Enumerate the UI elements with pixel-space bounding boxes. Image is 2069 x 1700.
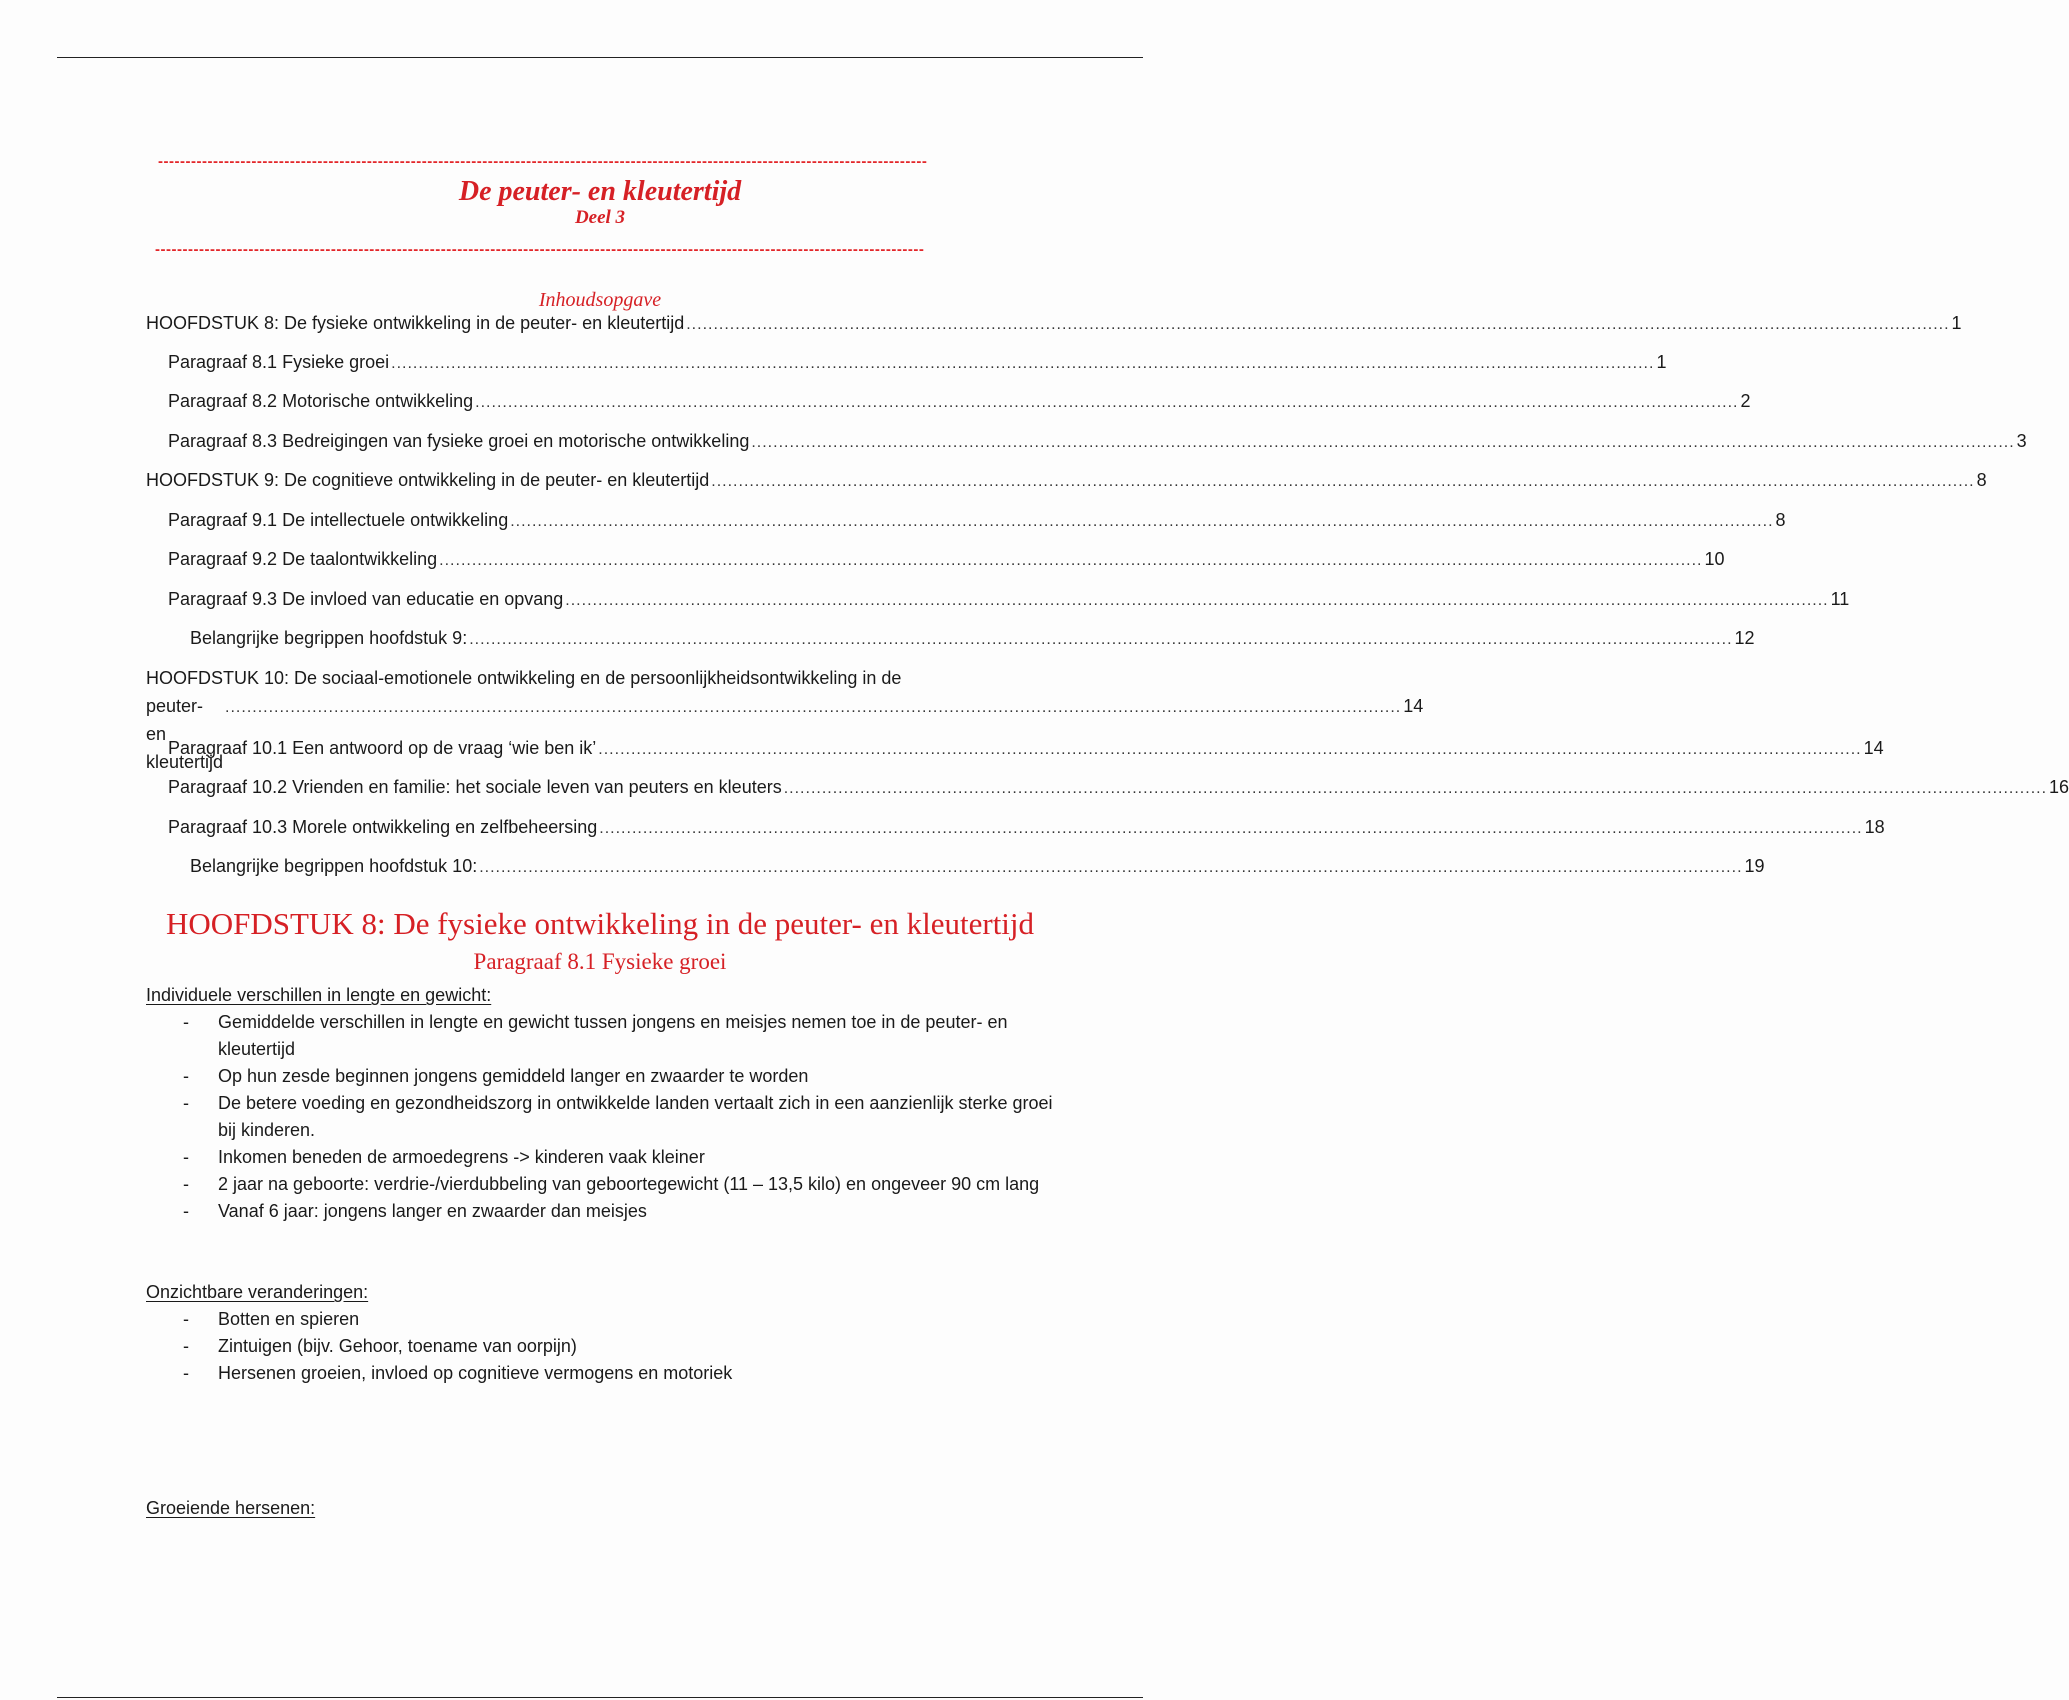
section-title: Groeiende hersenen: [146, 1498, 316, 1518]
list-item: - Inkomen beneden de armoedegrens -> kinderen vaak kleiner [146, 1144, 1056, 1171]
toc-entry[interactable] [146, 388, 1751, 414]
toc-heading: Inhoudsopgave [538, 289, 662, 311]
toc-entry[interactable] [146, 625, 1755, 651]
list-item: - Gemiddelde verschillen in lengte en gewicht tussen jongens en meisjes nemen toe in de peuter- en kleutertijd [146, 1009, 1056, 1063]
toc-entry-page: 8 [1976, 470, 1987, 490]
toc-entry-text: Paragraaf 10.2 Vrienden en familie: het sociale leven van peuters en kleuters [168, 777, 782, 797]
toc-entry[interactable]: HOOFDSTUK 10: De sociaal-emotionele ontwikkeling en de persoonlijkheidsontwikkeling in de peuter- en kleutertijd ........................................................................................................................................................................................................................ 14 [146, 664, 1054, 720]
toc-entry-text: Paragraaf 10.1 Een antwoord op de vraag ‘wie ben ik’ [168, 738, 597, 758]
toc-entry-page: 2 [1740, 391, 1751, 411]
toc-entry-page: 19 [1744, 856, 1765, 876]
list-item: - Vanaf 6 jaar: jongens langer en zwaarder dan meisjes [146, 1198, 1056, 1225]
page-bottom-rule [57, 1697, 1143, 1698]
toc-entry-page: 3 [2016, 431, 2027, 451]
toc-entry-page: 8 [1775, 510, 1786, 530]
bullet-list [146, 1009, 1056, 1225]
list-item: - Hersenen groeien, invloed op cognitieve vermogens en motoriek [146, 1360, 1056, 1387]
toc-entry-page: 1 [1951, 313, 1962, 333]
toc-entry-text: Paragraaf 9.2 De taalontwikkeling [168, 549, 438, 569]
list-item: - Zintuigen (bijv. Gehoor, toename van oorpijn) [146, 1333, 1056, 1360]
toc-entry-text: Paragraaf 8.1 Fysieke groei [168, 352, 390, 372]
toc-entry-page: 12 [1734, 628, 1755, 648]
paragraph-heading: Paragraaf 8.1 Fysieke groei [473, 949, 727, 974]
toc-entry[interactable] [146, 546, 1725, 572]
toc-entry-text: HOOFDSTUK 8: De fysieke ontwikkeling in de peuter- en kleutertijd [146, 313, 685, 333]
toc-entry[interactable] [146, 586, 1850, 612]
toc-entry-text-continued: peuter- en kleutertijd [146, 696, 224, 772]
section-title: Onzichtbare veranderingen: [146, 1282, 369, 1302]
chapter-heading: HOOFDSTUK 8: De fysieke ontwikkeling in de peuter- en kleutertijd [165, 906, 1035, 941]
title-divider-top: -------------------------------------------------------------------------------------------------------------------------------------------- [158, 153, 928, 170]
toc-entry-text: Belangrijke begrippen hoofdstuk 10: [190, 856, 478, 876]
toc-entry[interactable] [146, 853, 1765, 879]
section-growing-brain [146, 1495, 1056, 1522]
section-title: Individuele verschillen in lengte en gewicht: [146, 985, 492, 1005]
toc-entry-page: 10 [1704, 549, 1725, 569]
toc-entry[interactable] [146, 310, 1962, 336]
toc-entry-page: 16 [2049, 777, 2069, 797]
toc-entry-text: Paragraaf 8.3 Bedreigingen van fysieke groei en motorische ontwikkeling [168, 431, 750, 451]
toc-entry[interactable] [146, 507, 1786, 533]
list-item: - Op hun zesde beginnen jongens gemiddeld langer en zwaarder te worden [146, 1063, 1056, 1090]
toc-entry[interactable] [146, 814, 1885, 840]
document-title: De peuter- en kleutertijd [458, 176, 742, 207]
toc-entry[interactable] [146, 735, 1884, 761]
document-subtitle: Deel 3 [574, 207, 626, 228]
toc-entry-text: Paragraaf 8.2 Motorische ontwikkeling [168, 391, 474, 411]
section-individual-differences [146, 982, 1056, 1225]
toc-entry-text: HOOFDSTUK 10: De sociaal-emotionele ontwikkeling en de persoonlijkheidsontwikkeling in de [146, 668, 902, 688]
toc-entry[interactable] [146, 349, 1667, 375]
bullet-list [146, 1306, 1056, 1387]
toc-entry-page: 14 [1863, 738, 1884, 758]
toc-entry-page: 11 [1830, 589, 1850, 609]
toc-entry-text: Paragraaf 10.3 Morele ontwikkeling en zelfbeheersing [168, 817, 598, 837]
toc-entry-page: 18 [1864, 817, 1885, 837]
toc-entry-text: Belangrijke begrippen hoofdstuk 9: [190, 628, 468, 648]
toc-entry-text: Paragraaf 9.3 De invloed van educatie en opvang [168, 589, 564, 609]
toc-entry[interactable] [146, 467, 1987, 493]
toc-entry-page: 1 [1656, 352, 1667, 372]
toc-entry-page: 14 [1403, 696, 1424, 716]
toc-entry-text: Paragraaf 9.1 De intellectuele ontwikkeling [168, 510, 509, 530]
title-divider-bottom: -------------------------------------------------------------------------------------------------------------------------------------------- [155, 241, 925, 258]
list-item: - Botten en spieren [146, 1306, 1056, 1333]
toc-entry[interactable] [146, 774, 2069, 800]
section-invisible-changes [146, 1279, 1056, 1387]
list-item: - De betere voeding en gezondheidszorg in ontwikkelde landen vertaalt zich in een aanzienlijk sterke groei bij kinderen. [146, 1090, 1056, 1144]
list-item: - 2 jaar na geboorte: verdrie-/vierdubbeling van geboortegewicht (11 – 13,5 kilo) en ongeveer 90 cm lang [146, 1171, 1056, 1198]
toc-entry[interactable] [146, 428, 2027, 454]
toc-entry-text: HOOFDSTUK 9: De cognitieve ontwikkeling in de peuter- en kleutertijd [146, 470, 710, 490]
page-top-rule [57, 57, 1143, 58]
